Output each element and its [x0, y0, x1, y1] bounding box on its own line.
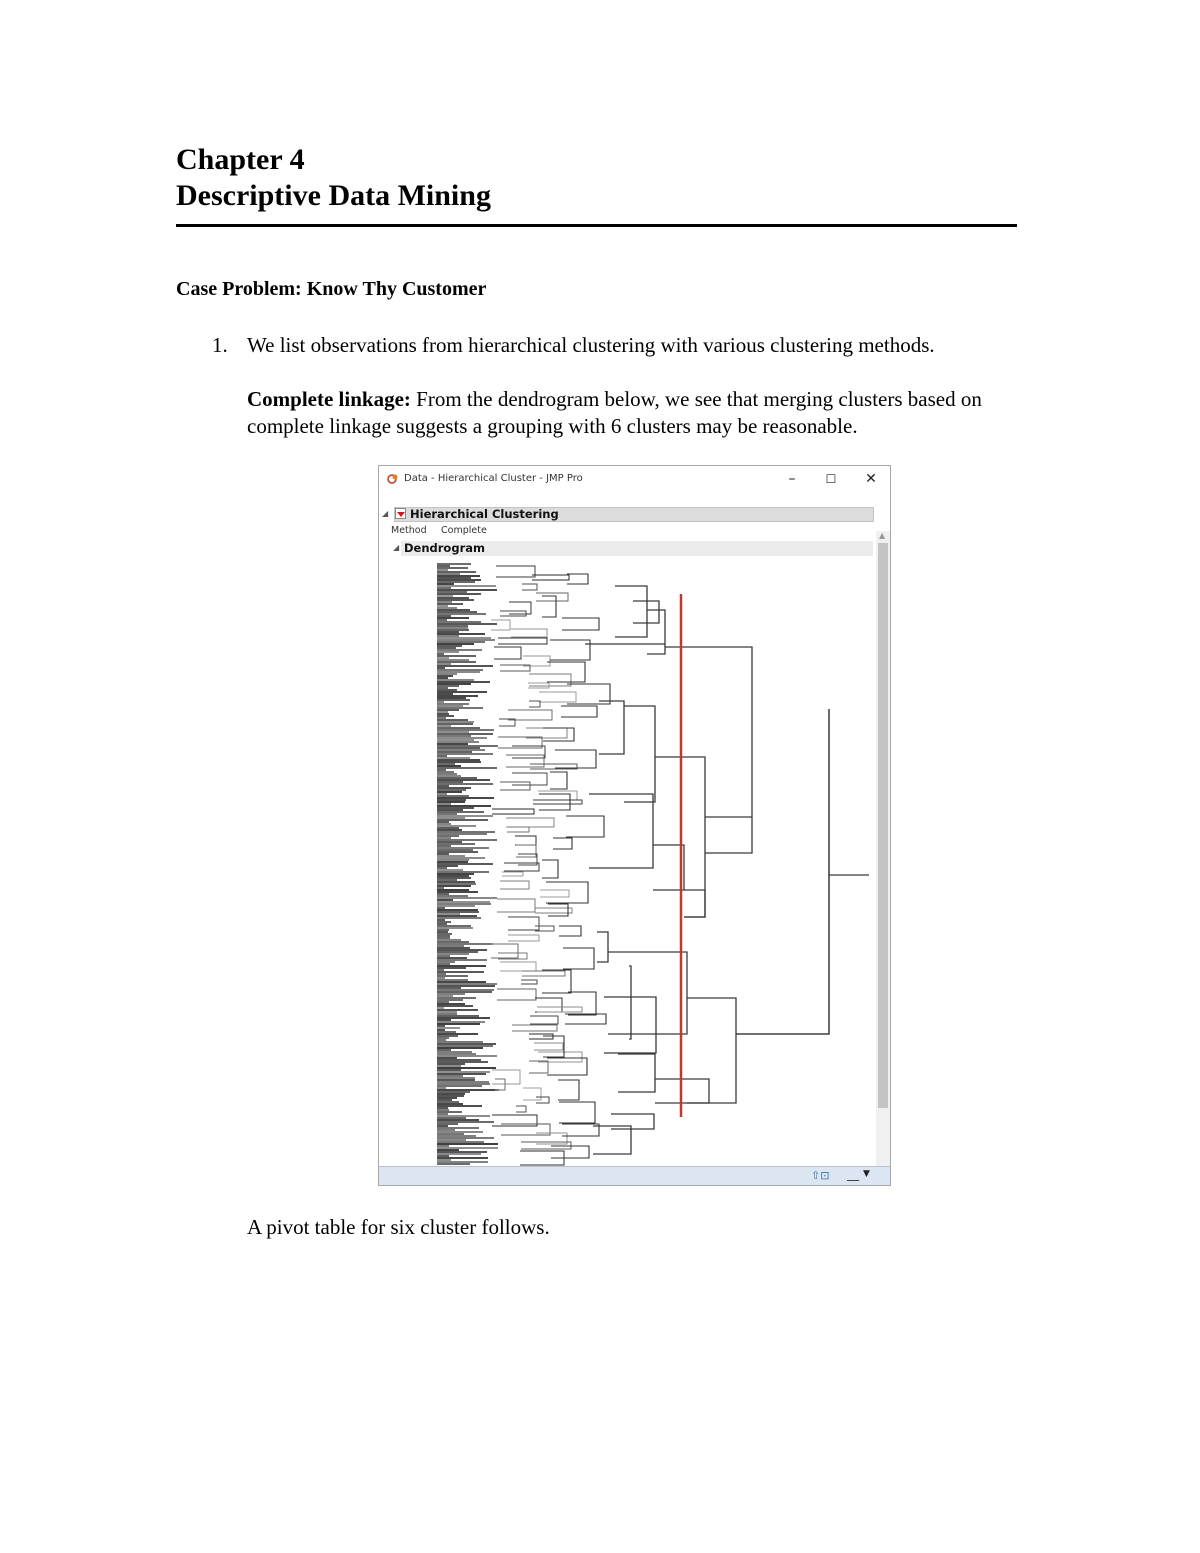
- status-bar-icons[interactable]: ⇧⊡: [811, 1169, 830, 1182]
- merge-link: [547, 1058, 587, 1075]
- vertical-scrollbar[interactable]: [876, 531, 890, 1186]
- complete-linkage-paragraph: [247, 386, 1037, 440]
- merge-link: [523, 1088, 541, 1100]
- merge-link: [604, 997, 656, 1053]
- merge-link: [492, 809, 534, 814]
- merge-link: [665, 647, 752, 853]
- merge-link: [539, 794, 570, 810]
- merge-link: [492, 1070, 520, 1084]
- method-value: Complete: [441, 525, 487, 536]
- merge-link: [558, 1080, 579, 1100]
- merge-link: [529, 674, 571, 686]
- merge-link: [618, 1054, 655, 1092]
- list-item-text: We list observations from hierarchical clustering with various clustering methods.: [247, 333, 935, 357]
- close-button[interactable]: ✕: [865, 471, 877, 487]
- merge-link: [502, 872, 523, 876]
- merge-link: [539, 692, 576, 702]
- merge-link: [491, 944, 518, 958]
- status-bar: [379, 1166, 890, 1186]
- paragraph-text: From the dendrogram below, we see that merging clusters based on complete linkage suggests a grouping with 6 clusters may be reasonable.: [247, 387, 982, 438]
- page-title: [176, 142, 491, 214]
- method-label: Method: [391, 525, 427, 536]
- merge-link: [559, 926, 581, 936]
- merge-link: [522, 584, 537, 590]
- merge-link: [599, 701, 624, 754]
- merge-link: [491, 620, 510, 630]
- merge-link: [512, 1025, 557, 1031]
- merge-link: [540, 890, 569, 897]
- merge-link: [508, 917, 539, 930]
- merge-link: [509, 602, 531, 614]
- case-heading: Case Problem: Know Thy Customer: [176, 278, 487, 300]
- merge-link: [547, 662, 585, 682]
- merge-link: [497, 899, 535, 912]
- merge-link: [542, 970, 571, 993]
- merge-link: [529, 1061, 548, 1073]
- merge-link: [533, 800, 582, 804]
- merge-link: [542, 596, 556, 617]
- merge-link: [546, 882, 588, 903]
- merge-link: [522, 971, 565, 976]
- merge-link: [500, 782, 530, 790]
- scroll-up-icon[interactable]: ▲: [879, 531, 886, 540]
- merge-link: [566, 816, 604, 837]
- dropdown-arrow-icon[interactable]: ▼: [863, 1169, 870, 1179]
- merge-link: [736, 709, 829, 1034]
- dendrogram-title: Dendrogram: [404, 541, 485, 555]
- chapter-label: Chapter 4: [176, 143, 305, 176]
- merge-link: [615, 586, 647, 637]
- dendrogram-plot: [379, 494, 876, 1166]
- paragraph-label: Complete linkage:: [247, 387, 411, 411]
- title-divider: [176, 224, 1017, 227]
- merge-link: [550, 772, 567, 789]
- merge-link: [548, 904, 568, 916]
- merge-link: [553, 838, 572, 849]
- window-titlebar: [379, 466, 890, 494]
- window-title: Data - Hierarchical Cluster - JMP Pro: [404, 473, 583, 484]
- merge-link: [559, 1102, 595, 1123]
- merge-link: [551, 1146, 589, 1158]
- jmp-window-screenshot: [378, 465, 891, 1186]
- merge-link: [507, 827, 529, 832]
- merge-link: [498, 638, 547, 644]
- merge-link: [633, 601, 659, 623]
- merge-link: [532, 575, 569, 580]
- merge-link: [536, 593, 568, 601]
- merge-link: [521, 980, 537, 984]
- merge-link: [597, 932, 608, 962]
- merge-link: [538, 791, 577, 800]
- merge-link: [504, 863, 539, 871]
- dendrogram-disclosure-icon[interactable]: ◢: [393, 543, 400, 552]
- merge-link: [511, 629, 547, 637]
- merge-link: [542, 860, 558, 878]
- merge-link: [589, 794, 653, 868]
- merge-link: [516, 1106, 526, 1112]
- chapter-title: Descriptive Data Mining: [176, 179, 491, 212]
- merge-link: [555, 750, 596, 768]
- scroll-thumb[interactable]: [878, 543, 888, 1108]
- merge-link: [535, 908, 572, 913]
- merge-link: [736, 709, 829, 1034]
- merge-link: [535, 998, 562, 1012]
- dendrogram-leaf-bars: [437, 564, 499, 1164]
- report-title: Hierarchical Clustering: [410, 507, 559, 521]
- merge-link: [537, 1007, 582, 1012]
- status-dropdown-icon[interactable]: [847, 1170, 859, 1181]
- merge-link: [562, 618, 599, 630]
- merge-link: [500, 962, 536, 971]
- merge-link: [653, 845, 684, 890]
- merge-link: [550, 640, 590, 660]
- merge-link: [563, 948, 594, 969]
- merge-link: [529, 701, 540, 707]
- merge-link: [506, 818, 554, 827]
- merge-link: [500, 881, 529, 889]
- merge-link: [497, 989, 536, 1000]
- merge-link: [624, 706, 655, 802]
- maximize-button[interactable]: ☐: [825, 472, 837, 486]
- merge-link: [496, 566, 535, 577]
- merge-link: [561, 706, 597, 717]
- dendrogram-high-merges: [585, 586, 869, 1154]
- merge-link: [629, 966, 631, 1039]
- merge-link: [494, 647, 521, 659]
- disclosure-triangle-icon[interactable]: ◢: [382, 509, 389, 518]
- closing-text: A pivot table for six cluster follows.: [247, 1215, 550, 1239]
- merge-link: [515, 836, 536, 845]
- merge-link: [534, 1043, 563, 1050]
- merge-link: [608, 952, 687, 1034]
- merge-link: [567, 574, 588, 584]
- merge-link: [516, 845, 536, 857]
- minimize-button[interactable]: –: [788, 471, 796, 487]
- merge-link: [506, 755, 544, 767]
- jmp-app-icon: [387, 473, 399, 485]
- merge-link: [530, 1016, 558, 1024]
- list-item-number: 1.: [212, 333, 228, 357]
- merge-link: [611, 1114, 654, 1129]
- merge-link: [543, 728, 574, 741]
- merge-link: [508, 935, 539, 941]
- merge-link: [647, 610, 665, 654]
- merge-link: [687, 998, 736, 1103]
- report-content: [379, 494, 886, 1166]
- dendrogram-low-merges: [491, 566, 610, 1165]
- merge-link: [684, 890, 705, 917]
